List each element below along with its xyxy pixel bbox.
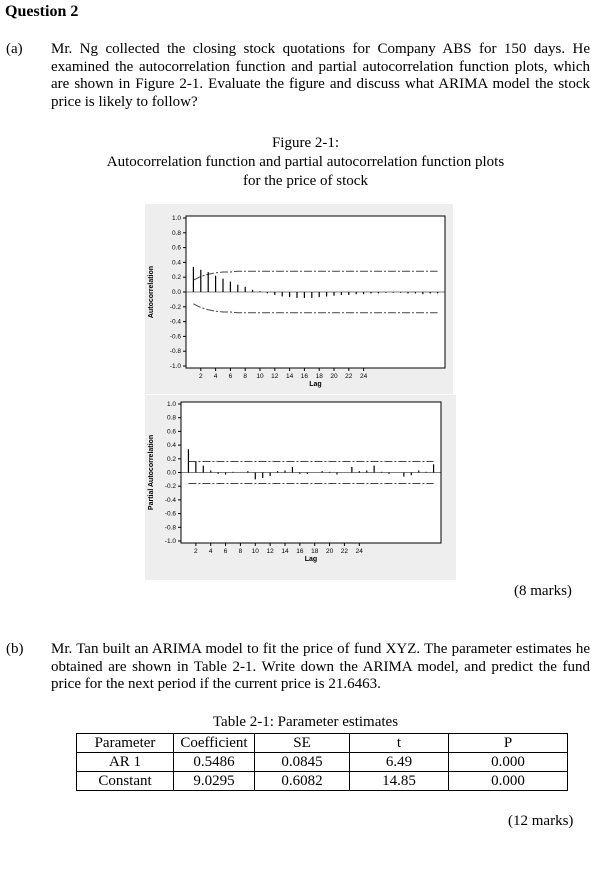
acf-x-tick-label: 6 (228, 373, 233, 380)
acf-x-tick-label: 22 (345, 373, 353, 380)
pacf-chart (145, 395, 456, 580)
pacf-y-tick-label: 0.0 (166, 469, 176, 477)
pacf-x-tick-label: 20 (325, 548, 334, 555)
acf-y-tick-label: -0.6 (169, 333, 181, 341)
figure-title: Figure 2-1: (271, 135, 340, 151)
table-cell: 0.5486 (174, 753, 255, 772)
table-header-cell: Parameter (77, 734, 174, 753)
pacf-y-tick-label: -0.6 (164, 510, 176, 518)
acf-y-tick-label: 1.0 (171, 215, 181, 222)
acf-y-tick-label: -0.2 (169, 303, 181, 311)
pacf-x-tick-label: 24 (355, 548, 363, 555)
acf-y-tick-label: 0.6 (171, 244, 181, 252)
pacf-y-tick-label: -0.8 (164, 524, 176, 532)
pacf-x-tick-label: 14 (281, 548, 289, 555)
acf-x-axis-label: Lag (309, 381, 322, 388)
table-row (77, 772, 568, 791)
pacf-y-tick-label: 1.0 (166, 401, 176, 408)
pacf-x-tick-label: 8 (238, 548, 243, 555)
pacf-x-tick-label: 4 (208, 548, 213, 555)
acf-x-tick-label: 24 (359, 373, 368, 380)
pacf-y-tick-label: 0.2 (166, 455, 176, 463)
part-b-label: (b) (6, 641, 24, 657)
table-cell: 0.6082 (255, 772, 350, 791)
pacf-x-tick-label: 18 (311, 548, 319, 555)
table-cell: AR 1 (77, 753, 174, 772)
pacf-x-tick-label: 6 (223, 548, 228, 555)
part-a-label: (a) (6, 41, 23, 57)
pacf-x-tick-label: 22 (340, 548, 349, 555)
table-header-row (77, 734, 568, 753)
table-header-cell: P (449, 734, 568, 753)
pacf-x-tick-label: 10 (251, 548, 259, 555)
table-cell: 6.49 (350, 753, 449, 772)
acf-x-tick-label: 12 (271, 373, 279, 380)
acf-y-tick-label: 0.4 (171, 259, 181, 267)
acf-chart (145, 204, 453, 394)
acf-y-tick-label: -1.0 (169, 363, 181, 370)
table-title: Table 2-1: Parameter estimates (212, 714, 399, 730)
pacf-y-tick-label: 0.6 (166, 428, 176, 436)
pacf-x-axis-label: Lag (304, 556, 318, 563)
pacf-y-tick-label: -1.0 (164, 538, 176, 545)
acf-x-tick-label: 2 (198, 373, 203, 380)
acf-x-tick-label: 18 (315, 373, 323, 380)
parameter-table (76, 733, 568, 791)
question-title: Question 2 (5, 3, 79, 20)
acf-x-tick-label: 14 (285, 373, 294, 380)
pacf-x-tick-label: 12 (266, 548, 274, 555)
pacf-plot-panel (145, 395, 456, 580)
acf-y-tick-label: -0.8 (169, 348, 181, 356)
acf-x-tick-label: 4 (213, 373, 218, 380)
pacf-x-tick-label: 2 (194, 548, 198, 555)
table-cell: 0.000 (449, 753, 568, 772)
table-header-cell: t (350, 734, 449, 753)
part-a-marks: (8 marks) (514, 583, 572, 599)
pacf-y-tick-label: 0.4 (166, 442, 176, 450)
pacf-y-tick-label: 0.8 (166, 414, 176, 422)
pacf-y-tick-label: -0.2 (164, 483, 176, 491)
table-cell: 0.0845 (255, 753, 350, 772)
table-header-cell: SE (255, 734, 350, 753)
acf-y-tick-label: 0.8 (171, 229, 181, 237)
acf-x-tick-label: 10 (256, 373, 264, 380)
acf-y-axis-label: Autocorrelation (148, 265, 155, 319)
acf-x-tick-label: 16 (300, 373, 309, 380)
part-a-text: Mr. Ng collected the closing stock quotations for Company ABS for 150 days. He examined the autocorrelation function and partial autocorrelation function plots, which are shown in Figure 2-1. Evaluate the figure and discuss what ARIMA model the stock price is likely to follow? (51, 41, 590, 110)
acf-plot-panel (145, 204, 453, 394)
part-b-text: Mr. Tan built an ARIMA model to fit the price of fund XYZ. The parameter estimates he obtained are shown in Table 2-1. Write down the ARIMA model, and predict the fund price for the next period if the current price is 21.6463. (51, 641, 590, 692)
acf-y-tick-label: 0.2 (171, 274, 181, 282)
pacf-y-tick-label: -0.4 (164, 496, 176, 504)
table-cell: 14.85 (350, 772, 449, 791)
figure-caption-line1: Autocorrelation function and partial autocorrelation function plots (106, 154, 505, 170)
figure-caption-line2: for the price of stock (243, 173, 368, 189)
acf-y-tick-label: 0.0 (171, 289, 181, 296)
table-header-cell: Coefficient (174, 734, 255, 753)
table-cell: 0.000 (449, 772, 568, 791)
table-cell: 9.0295 (174, 772, 255, 791)
part-b-marks: (12 marks) (508, 813, 574, 829)
pacf-y-axis-label: Partial Autocorrelation (148, 434, 155, 511)
pacf-x-tick-label: 16 (296, 548, 304, 555)
acf-x-tick-label: 20 (330, 373, 338, 380)
acf-y-tick-label: -0.4 (169, 318, 181, 326)
table-cell: Constant (77, 772, 174, 791)
table-row (77, 753, 568, 772)
acf-x-tick-label: 8 (243, 373, 248, 380)
